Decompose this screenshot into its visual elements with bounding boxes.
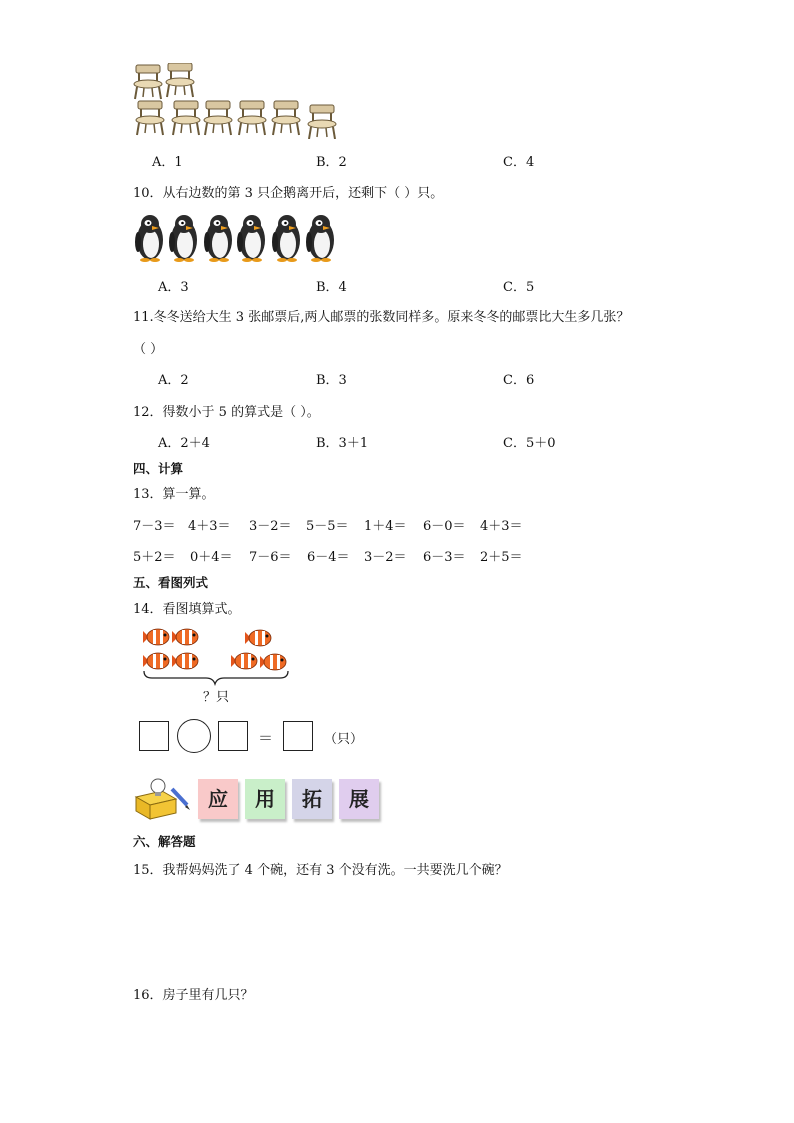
q11-option-c[interactable]: C．6: [503, 373, 535, 388]
q13-expr-2-6: 6－3＝: [423, 550, 466, 565]
q13-expr-1-7: 4＋3＝: [480, 519, 523, 534]
lightbulb-box-icon: [132, 777, 194, 821]
q10-question: 10．从右边数的第 3 只企鹅离开后，还剩下（ ）只。: [133, 186, 444, 201]
banner-char-4: 展: [349, 787, 369, 811]
q10-option-b[interactable]: B．4: [316, 280, 347, 295]
q13-expr-1-6: 6－0＝: [423, 519, 466, 534]
banner-tile-3: [292, 779, 332, 819]
section-4-heading: 四、计算: [133, 461, 184, 476]
fish-picture: [140, 624, 300, 686]
q13-expr-1-4: 5－5＝: [306, 519, 349, 534]
banner-char-1: 应: [208, 787, 228, 811]
q13-expr-1-3: 3－2＝: [249, 519, 292, 534]
unit-label: （只）: [324, 732, 364, 747]
banner-char-3: 拓: [302, 787, 322, 811]
q13-expr-1-1: 7－3＝: [133, 519, 176, 534]
banner-char-2: 用: [255, 787, 275, 811]
operator-circle[interactable]: [177, 719, 211, 753]
q11-answer-paren: （ ）: [133, 342, 164, 357]
q10-option-a[interactable]: A．3: [158, 280, 189, 295]
answer-box-1[interactable]: [139, 721, 169, 751]
q12-option-a[interactable]: A．2＋4: [158, 436, 210, 451]
q9-option-c[interactable]: C．4: [503, 155, 535, 170]
answer-box-3[interactable]: [283, 721, 313, 751]
q14-question: 14．看图填算式。: [133, 602, 241, 617]
q9-option-b[interactable]: B．2: [316, 155, 347, 170]
q13-expr-1-5: 1＋4＝: [364, 519, 407, 534]
banner-tile-4: [339, 779, 379, 819]
q13-expr-2-3: 7－6＝: [249, 550, 292, 565]
q11-question: 11.冬冬送给大生 3 张邮票后,两人邮票的张数同样多。原来冬冬的邮票比大生多几张？: [133, 310, 630, 325]
answer-box-2[interactable]: [218, 721, 248, 751]
q13-expr-1-2: 4＋3＝: [188, 519, 231, 534]
q13-expr-2-2: 0＋4＝: [190, 550, 233, 565]
q15-question: 15．我帮妈妈洗了 4 个碗，还有 3 个没有洗。一共要洗几个碗？: [133, 863, 508, 878]
q13-expr-2-4: 6－4＝: [307, 550, 350, 565]
q12-option-b[interactable]: B．3＋1: [316, 436, 369, 451]
section-6-heading: 六、解答题: [133, 834, 196, 849]
section-5-heading: 五、看图列式: [133, 575, 209, 590]
q13-expr-2-1: 5＋2＝: [133, 550, 176, 565]
banner-tile-1: [198, 779, 238, 819]
q13-expr-2-7: 2＋5＝: [480, 550, 523, 565]
q12-question: 12．得数小于 5 的算式是（ ）。: [133, 405, 320, 420]
q12-option-c[interactable]: C．5＋0: [503, 436, 556, 451]
penguins-picture: [134, 210, 340, 262]
q11-option-b[interactable]: B．3: [316, 373, 347, 388]
q13-question: 13．算一算。: [133, 487, 215, 502]
chairs-picture: [132, 63, 342, 139]
q16-question: 16．房子里有几只？: [133, 988, 254, 1003]
brace-label: ？只: [203, 690, 230, 705]
q13-expr-2-5: 3－2＝: [364, 550, 407, 565]
q9-option-a[interactable]: A．1: [152, 155, 183, 170]
q10-option-c[interactable]: C．5: [503, 280, 535, 295]
equals-sign: ＝: [258, 729, 274, 747]
q11-option-a[interactable]: A．2: [158, 373, 189, 388]
banner-tile-2: [245, 779, 285, 819]
